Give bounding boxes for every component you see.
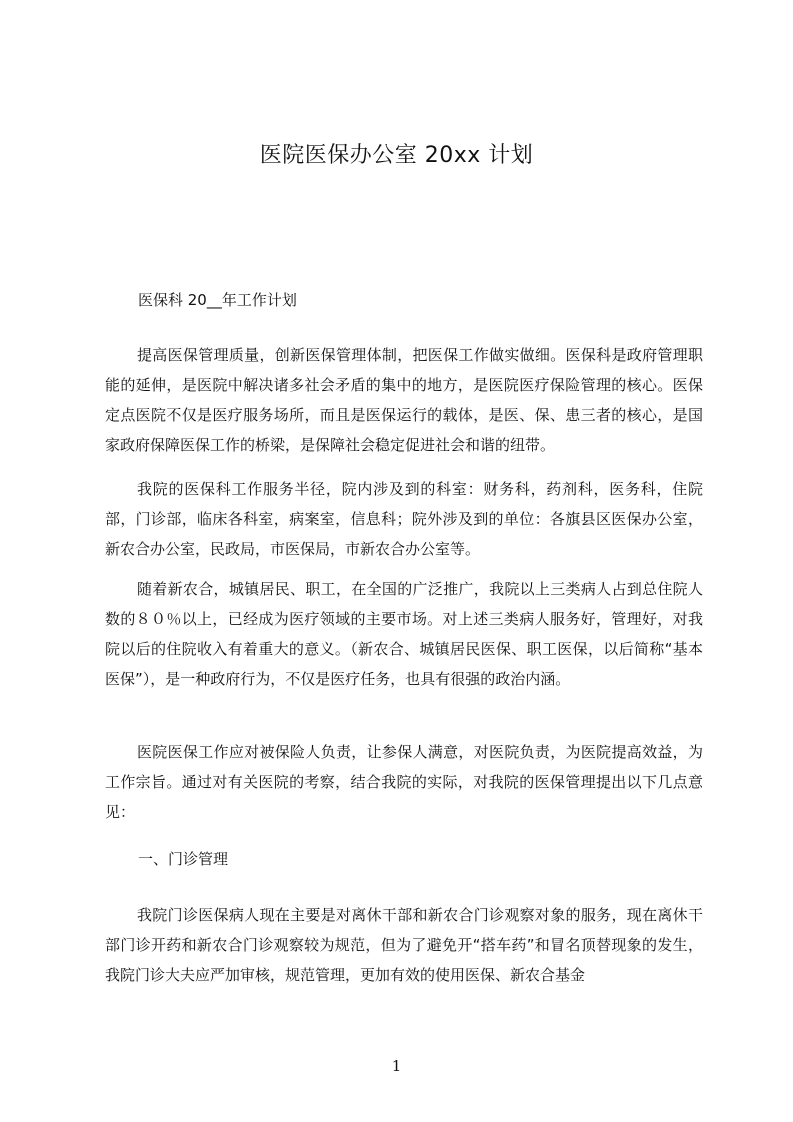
section-paragraph: 我院门诊医保病人现在主要是对离休干部和新农合门诊观察对象的服务，现在离休干部门诊开药和新农合门诊观察较为规范，但为了避免开“搭车药”和冒名顶替现象的发生，我院门诊大夫应严加审核，规范管理，更加有效的使用医保、新农合基金: [105, 906, 703, 984]
document-subtitle: 医保科 20__年工作计划: [138, 291, 297, 309]
paragraph-4: 医院医保工作应对被保险人负责，让参保人满意，对医院负责，为医院提高效益，为工作宗旨。通过对有关医院的考察，结合我院的实际，对我院的医保管理提出以下几点意见：: [105, 743, 703, 821]
paragraph-2: 我院的医保科工作服务半径，院内涉及到的科室：财务科，药剂科，医务科，住院部，门诊部，临床各科室，病案室，信息科；院外涉及到的单位：各旗县区医保办公室，新农合办公室，民政局，市医保局，市新农合办公室等。: [105, 480, 703, 558]
page-number: 1: [391, 1057, 402, 1075]
paragraph-3: 随着新农合，城镇居民、职工，在全国的广泛推广，我院以上三类病人占到总住院人数的８０％以上，已经成为医疗领域的主要市场。对上述三类病人服务好，管理好，对我院以后的住院收入有着重大的意义。（新农合、城镇居民医保、职工医保，以后简称“基本医保”），是一种政府行为，不仅是医疗任务，也具有很强的政治内涵。: [105, 580, 703, 688]
document-title: 医院医保办公室 20xx 计划: [259, 143, 534, 168]
paragraph-1: 提高医保管理质量，创新医保管理体制，把医保工作做实做细。医保科是政府管理职能的延伸，是医院中解决诸多社会矛盾的集中的地方，是医院医疗保险管理的核心。医保定点医院不仅是医疗服务场所，而且是医保运行的载体，是医、保、患三者的核心，是国家政府保障医保工作的桥梁，是保障社会稳定促进社会和谐的纽带。: [105, 346, 703, 454]
section-heading: 一、门诊管理: [138, 850, 229, 868]
